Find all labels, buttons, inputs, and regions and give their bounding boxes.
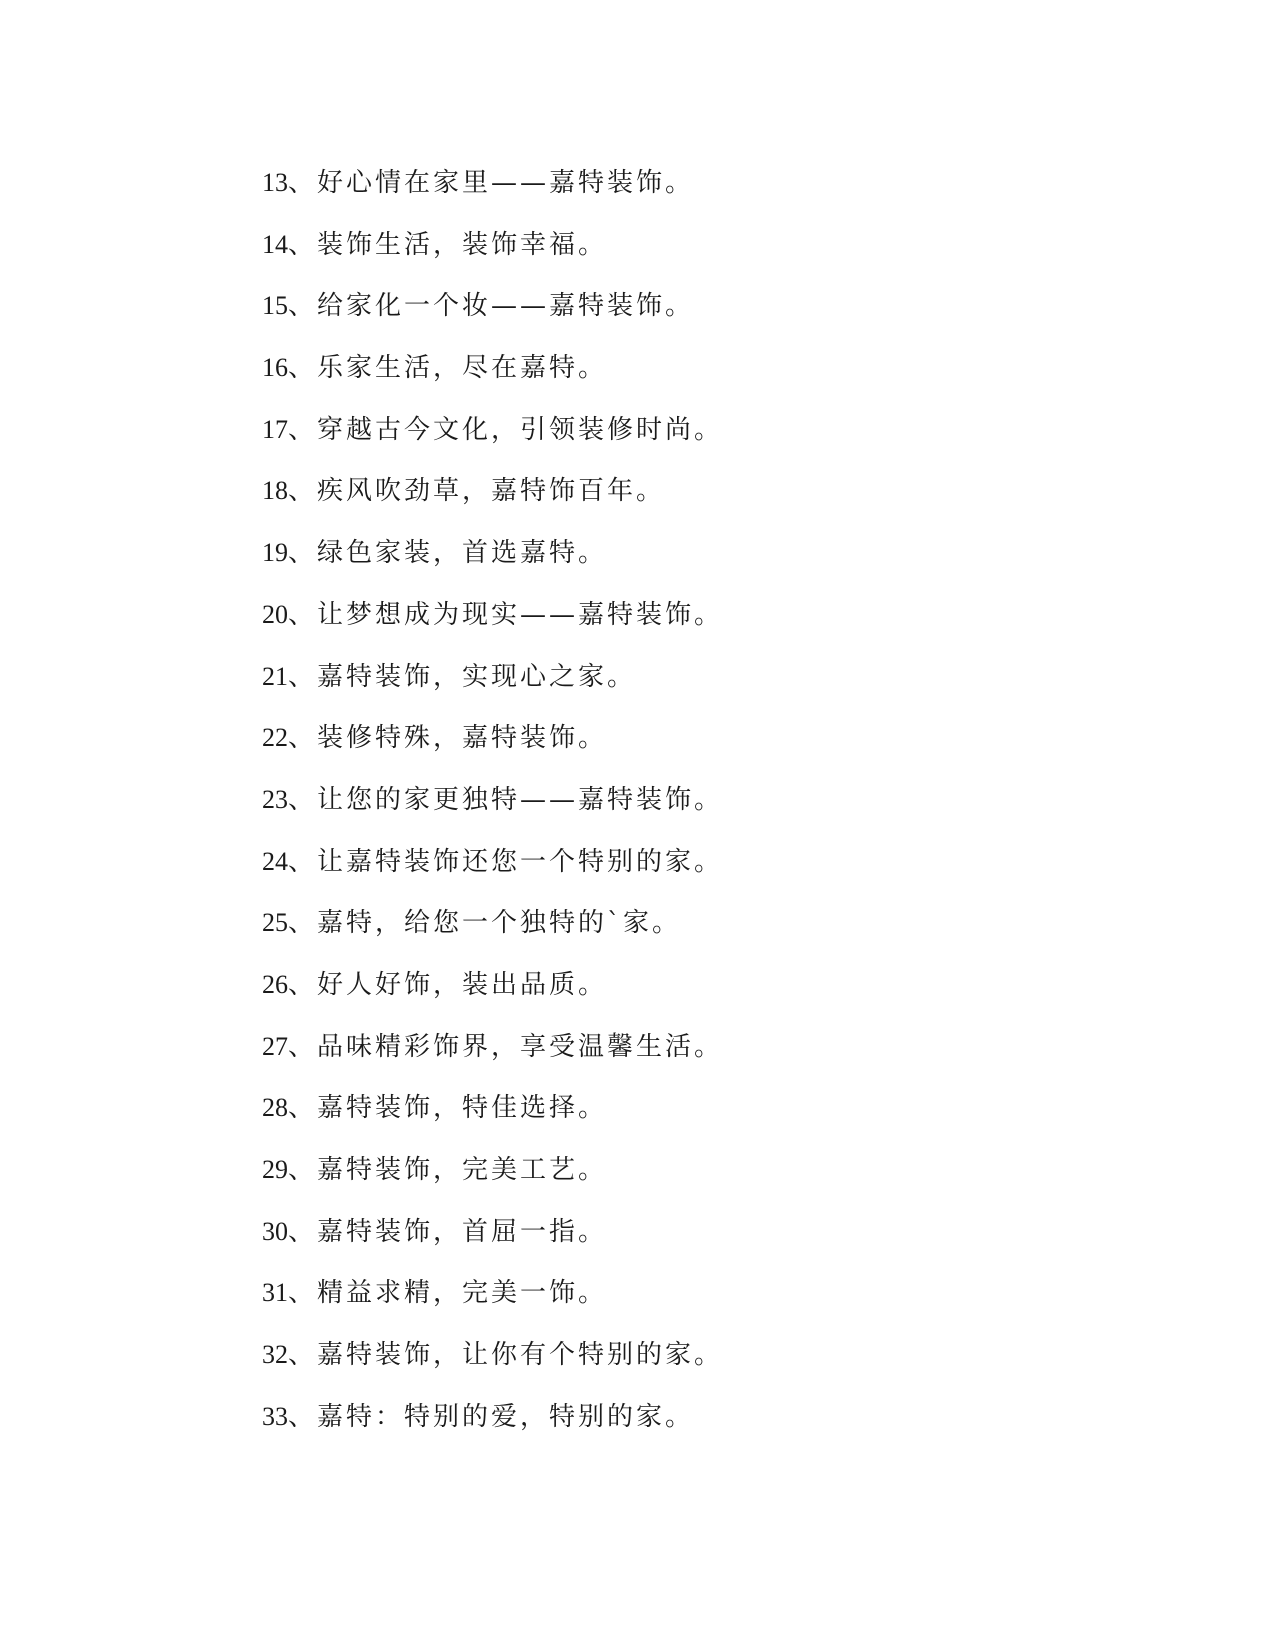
item-number: 15 xyxy=(262,291,288,321)
item-separator: 、 xyxy=(288,599,318,630)
list-item xyxy=(262,289,1142,351)
list-item xyxy=(262,783,1142,845)
item-number: 30 xyxy=(262,1216,288,1246)
list-item xyxy=(262,536,1142,598)
list-item xyxy=(262,660,1142,722)
list-item xyxy=(262,968,1142,1030)
item-separator: 、 xyxy=(288,414,318,445)
item-separator: 、 xyxy=(288,1093,318,1124)
item-separator: 、 xyxy=(288,538,318,569)
item-text: 嘉特装饰，让你有个特别的家。 xyxy=(317,1340,724,1371)
list-item xyxy=(262,1215,1142,1277)
item-separator: 、 xyxy=(288,908,318,939)
slogan-list xyxy=(262,166,1142,1461)
item-number: 20 xyxy=(262,599,288,629)
list-item xyxy=(262,413,1142,475)
list-item xyxy=(262,906,1142,968)
item-number: 33 xyxy=(262,1401,288,1431)
item-separator: 、 xyxy=(288,1155,318,1185)
item-text: 精益求精，完美一饰。 xyxy=(317,1278,608,1309)
item-number: 13 xyxy=(262,168,288,197)
item-separator: 、 xyxy=(288,229,318,260)
item-text: 好心情在家里——嘉特装饰。 xyxy=(317,168,695,198)
list-item xyxy=(262,1153,1142,1215)
list-item xyxy=(262,1338,1142,1400)
item-number: 18 xyxy=(262,476,288,506)
item-number: 16 xyxy=(262,353,288,383)
item-text: 嘉特：特别的爱，特别的家。 xyxy=(317,1401,695,1432)
item-number: 27 xyxy=(262,1031,288,1061)
item-separator: 、 xyxy=(288,1216,318,1247)
item-separator: 、 xyxy=(288,784,318,815)
item-separator: 、 xyxy=(288,1031,318,1062)
item-text: 绿色家装，首选嘉特。 xyxy=(317,538,608,569)
item-text: 乐家生活，尽在嘉特。 xyxy=(317,353,608,384)
item-text: 好人好饰，装出品质。 xyxy=(317,969,608,1000)
item-separator: 、 xyxy=(288,168,318,198)
item-number: 21 xyxy=(262,661,288,691)
item-number: 25 xyxy=(262,908,288,938)
item-text: 嘉特装饰，实现心之家。 xyxy=(317,661,637,692)
item-number: 19 xyxy=(262,538,288,568)
item-separator: 、 xyxy=(288,1340,318,1371)
item-number: 14 xyxy=(262,229,288,259)
item-text: 让嘉特装饰还您一个特别的家。 xyxy=(317,846,724,877)
item-text: 穿越古今文化，引领装修时尚。 xyxy=(317,414,724,445)
item-number: 28 xyxy=(262,1093,288,1123)
item-separator: 、 xyxy=(288,723,318,754)
item-separator: 、 xyxy=(288,476,318,507)
list-item xyxy=(262,474,1142,536)
item-text: 让梦想成为现实——嘉特装饰。 xyxy=(317,599,724,630)
item-separator: 、 xyxy=(288,846,318,877)
item-separator: 、 xyxy=(288,353,318,384)
item-text: 装修特殊，嘉特装饰。 xyxy=(317,723,608,754)
item-separator: 、 xyxy=(288,1278,318,1309)
list-item xyxy=(262,351,1142,413)
item-separator: 、 xyxy=(288,661,318,692)
item-separator: 、 xyxy=(288,291,318,322)
item-text: 装饰生活，装饰幸福。 xyxy=(317,229,608,260)
list-item xyxy=(262,845,1142,907)
item-text: 疾风吹劲草，嘉特饰百年。 xyxy=(317,476,666,507)
item-number: 22 xyxy=(262,723,288,753)
item-text: 嘉特装饰，首屈一指。 xyxy=(317,1216,608,1247)
list-item xyxy=(262,166,1142,228)
item-number: 23 xyxy=(262,784,288,814)
list-item xyxy=(262,598,1142,660)
item-separator: 、 xyxy=(288,969,318,1000)
item-number: 32 xyxy=(262,1340,288,1370)
list-item xyxy=(262,721,1142,783)
item-number: 29 xyxy=(262,1155,288,1184)
item-separator: 、 xyxy=(288,1401,318,1432)
item-number: 26 xyxy=(262,969,288,999)
item-text: 让您的家更独特——嘉特装饰。 xyxy=(317,784,724,815)
item-number: 17 xyxy=(262,414,288,444)
list-item xyxy=(262,1091,1142,1153)
list-item xyxy=(262,1400,1142,1462)
item-text: 嘉特装饰，特佳选择。 xyxy=(317,1093,608,1124)
item-text: 嘉特装饰，完美工艺。 xyxy=(317,1155,608,1185)
item-text: 给家化一个妆——嘉特装饰。 xyxy=(317,291,695,322)
list-item xyxy=(262,228,1142,290)
list-item xyxy=(262,1030,1142,1092)
list-item xyxy=(262,1276,1142,1338)
item-text: 嘉特，给您一个独特的`家。 xyxy=(317,908,682,939)
item-number: 24 xyxy=(262,846,288,876)
item-number: 31 xyxy=(262,1278,288,1308)
item-text: 品味精彩饰界，享受温馨生活。 xyxy=(317,1031,724,1062)
